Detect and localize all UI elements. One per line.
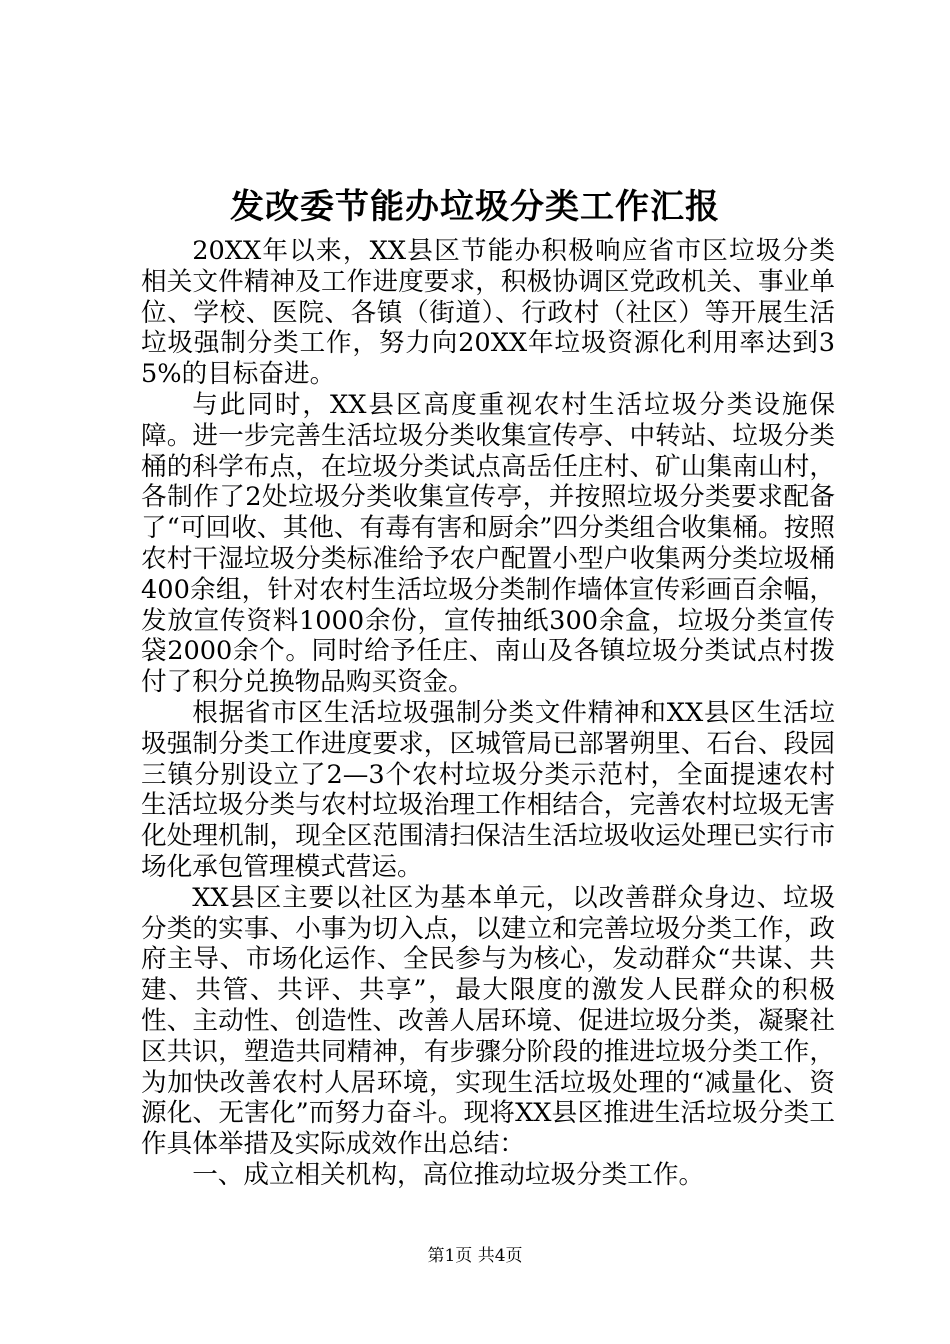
page-number-footer: 第1页 共4页 xyxy=(427,1246,523,1266)
paragraph-5: 一、成立相关机构，高位推动垃圾分类工作。 xyxy=(192,1159,705,1190)
paragraph-4: XX县区主要以社区为基本单元，以改善群众身边、垃圾分类的实事、小事为切入点，以建立和完善垃圾分类工作，政府主导、市场化运作、全民参与为核心，发动群众“共谋、共建、共管、共评、共享”，最大限度的激发人民群众的积极性、主动性、创造性、改善人居环境、促进垃圾分类，凝聚社区共识，塑造共同精神，有步骤分阶段的推进垃圾分类工作，为加快改善农村人居环境，实现生活垃圾处理的“减量化、资源化、无害化”而努力奋斗。现将XX县区推进生活垃圾分类工作具体举措及实际成效作出总结： xyxy=(141,882,835,1160)
paragraph-2: 与此同时，XX县区高度重视农村生活垃圾分类设施保障。进一步完善生活垃圾分类收集宣传亭、中转站、垃圾分类桶的科学布点，在垃圾分类试点高岳任庄村、矿山集南山村，各制作了2处垃圾分类收集宣传亭，并按照垃圾分类要求配备了“可回收、其他、有毒有害和厨余”四分类组合收集桶。按照农村干湿垃圾分类标准给予农户配置小型户收集两分类垃圾桶400余组，针对农村生活垃圾分类制作墙体宣传彩画百余幅，发放宣传资料1000余份，宣传抽纸300余盒，垃圾分类宣传袋2000余个。同时给予任庄、南山及各镇垃圾分类试点村拨付了积分兑换物品购买资金。 xyxy=(141,389,835,698)
paragraph-3: 根据省市区生活垃圾强制分类文件精神和XX县区生活垃圾强制分类工作进度要求，区城管局已部署朔里、石台、段园三镇分别设立了2—3个农村垃圾分类示范村，全面提速农村生活垃圾分类与农村垃圾治理工作相结合，完善农村垃圾无害化处理机制，现全区范围清扫保洁生活垃圾收运处理已实行市场化承包管理模式营运。 xyxy=(141,697,835,882)
document-title: 发改委节能办垃圾分类工作汇报 xyxy=(230,187,720,227)
document-body xyxy=(141,236,835,1191)
paragraph-1: 20XX年以来，XX县区节能办积极响应省市区垃圾分类相关文件精神及工作进度要求，积极协调区党政机关、事业单位、学校、医院、各镇（街道）、行政村（社区）等开展生活垃圾强制分类工作，努力向20XX年垃圾资源化利用率达到35%的目标奋进。 xyxy=(141,236,835,390)
